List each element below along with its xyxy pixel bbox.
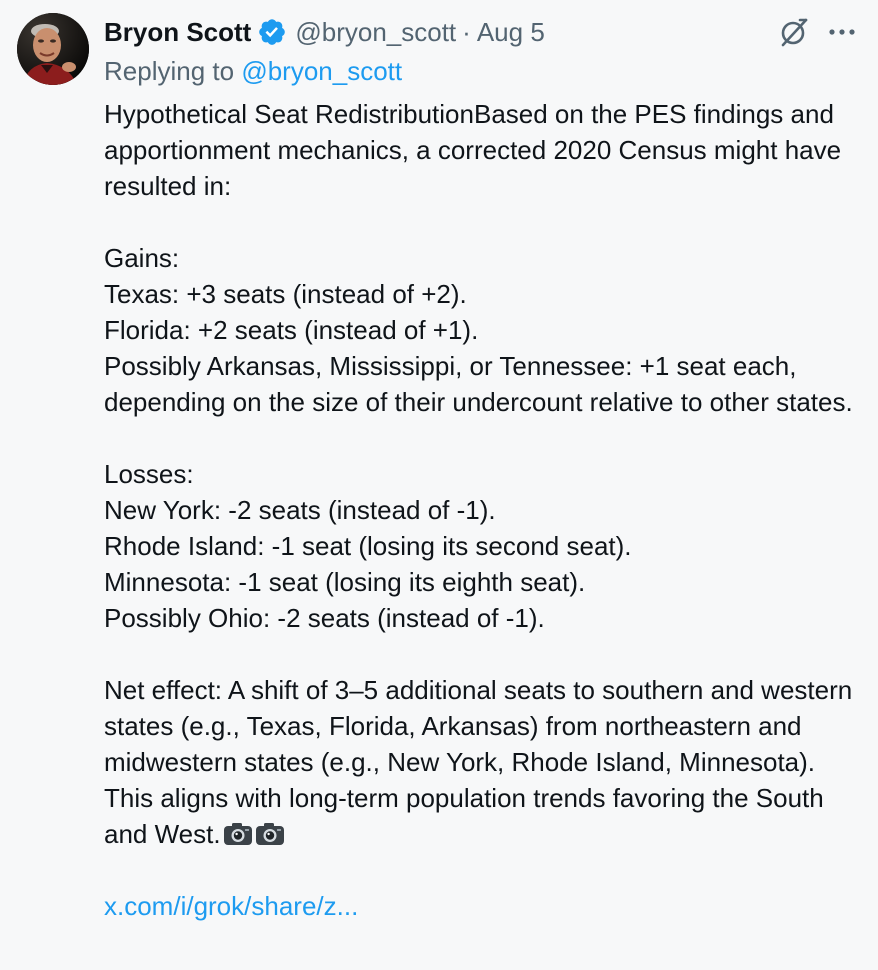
separator: · bbox=[462, 16, 471, 47]
replying-to bbox=[104, 56, 402, 87]
loss-item: New York: -2 seats (instead of -1). bbox=[104, 495, 496, 525]
handle[interactable]: @bryon_scott bbox=[295, 16, 457, 47]
more-options-icon[interactable] bbox=[827, 22, 857, 42]
verified-badge-icon bbox=[257, 17, 287, 47]
display-name[interactable]: Bryon Scott bbox=[104, 16, 252, 47]
loss-item: Rhode Island: -1 seat (losing its second seat). bbox=[104, 531, 632, 561]
camera-emoji-icon bbox=[223, 819, 253, 843]
gain-item: Possibly Arkansas, Mississippi, or Tennessee: +1 seat each, depending on the size of their undercount relative to other states. bbox=[104, 351, 853, 417]
net-effect-paragraph bbox=[104, 672, 864, 852]
tweet-header bbox=[104, 14, 545, 50]
intro-paragraph: Hypothetical Seat RedistributionBased on the PES findings and apportionment mechanics, a corrected 2020 Census might have resulted in: bbox=[104, 99, 842, 201]
paragraph-gap bbox=[104, 204, 864, 240]
paragraph-gap bbox=[104, 420, 864, 456]
losses-heading: Losses: bbox=[104, 459, 194, 489]
profile-photo bbox=[17, 13, 89, 85]
avatar[interactable] bbox=[17, 13, 89, 85]
grok-icon[interactable] bbox=[778, 16, 810, 48]
paragraph-gap bbox=[104, 636, 864, 672]
gains-heading: Gains: bbox=[104, 243, 180, 273]
paragraph-gap bbox=[104, 852, 864, 888]
gain-item: Florida: +2 seats (instead of +1). bbox=[104, 315, 479, 345]
camera-emoji-icon bbox=[255, 819, 285, 843]
timestamp[interactable]: Aug 5 bbox=[476, 16, 545, 47]
link-paragraph bbox=[104, 888, 864, 924]
replying-prefix: Replying to bbox=[104, 56, 235, 86]
gain-item: Texas: +3 seats (instead of +2). bbox=[104, 279, 467, 309]
tweet-text bbox=[104, 96, 864, 924]
net-effect-text: Net effect: A shift of 3–5 additional seats to southern and western states (e.g., Texas, Florida, Arkansas) from northeastern and midwestern states (e.g., New York, Rhode Island, Minnesota). This aligns with long-term population trends favoring the South and West. bbox=[104, 675, 853, 849]
loss-item: Minnesota: -1 seat (losing its eighth seat). bbox=[104, 567, 586, 597]
loss-item: Possibly Ohio: -2 seats (instead of -1). bbox=[104, 603, 545, 633]
grok-share-link[interactable]: x.com/i/grok/share/z... bbox=[104, 891, 359, 921]
reply-mention-link[interactable]: @bryon_scott bbox=[241, 56, 403, 86]
